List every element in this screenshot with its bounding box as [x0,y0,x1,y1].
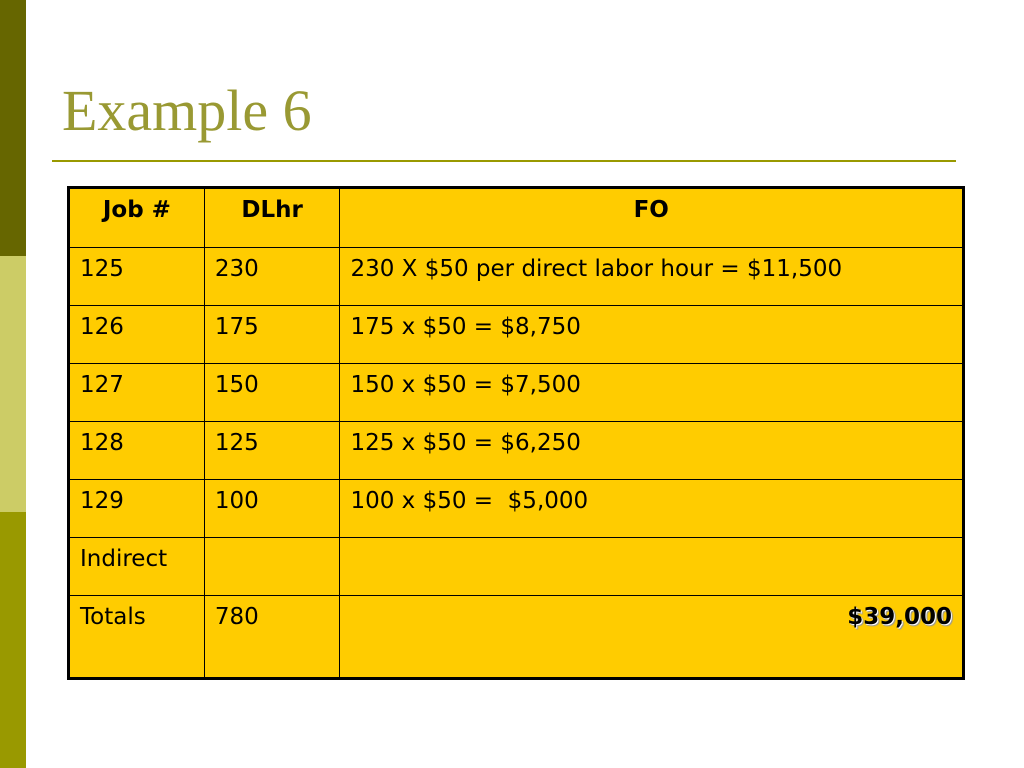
cell-job: 128 [69,422,205,480]
accent-bar-top [0,0,26,256]
accent-bar-middle [0,256,26,512]
totals-label: Totals [69,596,205,679]
totals-row [69,596,964,679]
cell-fo [340,538,964,596]
cell-dlhr: 230 [204,248,340,306]
cell-dlhr [204,538,340,596]
cell-job: Indirect [69,538,205,596]
slide-title: Example 6 [62,78,312,143]
cell-job: 126 [69,306,205,364]
accent-bar-bottom [0,512,26,768]
table-header-row [69,188,964,248]
totals-fo-cell [340,596,964,679]
cell-job: 127 [69,364,205,422]
table-row [69,422,964,480]
cell-job: 129 [69,480,205,538]
cell-fo: 175 x $50 = $8,750 [340,306,964,364]
title-divider [52,160,956,162]
cell-fo: 125 x $50 = $6,250 [340,422,964,480]
table-row [69,306,964,364]
table-row [69,480,964,538]
table-row [69,364,964,422]
header-dlhr: DLhr [204,188,340,248]
cell-fo: 100 x $50 = $5,000 [340,480,964,538]
cell-dlhr: 175 [204,306,340,364]
cell-fo: 230 X $50 per direct labor hour = $11,500 [340,248,964,306]
cell-fo: 150 x $50 = $7,500 [340,364,964,422]
header-job: Job # [69,188,205,248]
cell-dlhr: 150 [204,364,340,422]
cell-job: 125 [69,248,205,306]
factory-overhead-table [67,186,965,680]
totals-dlhr: 780 [204,596,340,679]
table-row [69,248,964,306]
header-fo: FO [340,188,964,248]
cell-dlhr: 100 [204,480,340,538]
table-row [69,538,964,596]
totals-fo-amount: $39,000 [847,604,952,630]
cell-dlhr: 125 [204,422,340,480]
